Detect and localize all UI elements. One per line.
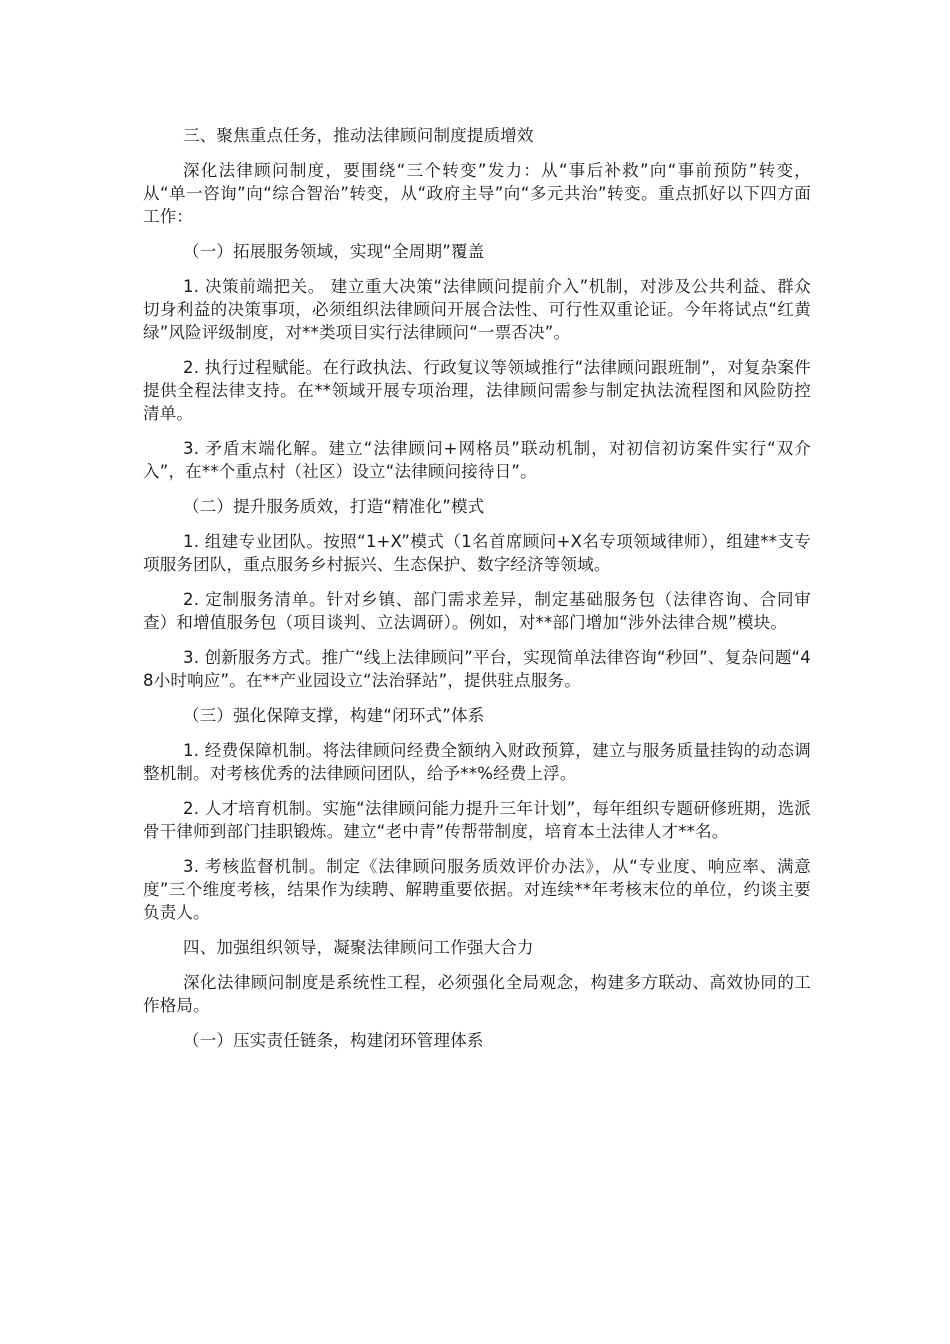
item-decision-frontend: 1. 决策前端把关。 建立重大决策“法律顾问提前介入”机制，对涉及公共利益、群众切身利益的决策事项，必须组织法律顾问开展合法性、可行性双重论证。今年将试点“红黄绿”风险评级制度，对**类项目实行法律顾问“一票否决”。 (143, 277, 811, 342)
section-heading-4: 四、加强组织领导，凝聚法律顾问工作强大合力 (183, 938, 534, 957)
subsection-heading-2: （二）提升服务质效，打造“精准化”模式 (183, 497, 485, 516)
item-professional-team: 1. 组建专业团队。按照“1+X”模式（1名首席顾问+X名专项领域律师），组建**支专项服务团队，重点服务乡村振兴、生态保护、数字经济等领域。 (143, 532, 811, 574)
subsection-heading-1: （一）拓展服务领域，实现“全周期”覆盖 (183, 242, 485, 261)
intro-paragraph: 深化法律顾问制度，要围绕“三个转变”发力：从“事后补救”向“事前预防”转变，从“单一咨询”向“综合智治”转变，从“政府主导”向“多元共治”转变。重点抓好以下四方面工作： (143, 161, 811, 226)
item-execution-empower: 2. 执行过程赋能。在行政执法、行政复议等领域推行“法律顾问跟班制”，对复杂案件提供全程法律支持。在**领域开展专项治理，法律顾问需参与制定执法流程图和风险防控清单。 (143, 358, 811, 423)
section-4-intro: 深化法律顾问制度是系统性工程，必须强化全局观念，构建多方联动、高效协同的工作格局。 (143, 973, 811, 1015)
subsection-heading-4-1: （一）压实责任链条，构建闭环管理体系 (183, 1031, 484, 1050)
item-service-list: 2. 定制服务清单。针对乡镇、部门需求差异，制定基础服务包（法律咨询、合同审查）和增值服务包（项目谈判、立法调研）。例如，对**部门增加“涉外法律合规”模块。 (143, 590, 811, 632)
section-heading-3: 三、聚焦重点任务，推动法律顾问制度提质增效 (183, 126, 534, 145)
document-body (143, 124, 811, 1052)
item-assessment: 3. 考核监督机制。制定《法律顾问服务质效评价办法》，从“专业度、响应率、满意度”三个维度考核，结果作为续聘、解聘重要依据。对连续**年考核末位的单位，约谈主要负责人。 (143, 857, 811, 922)
item-service-method: 3. 创新服务方式。推广“线上法律顾问”平台，实现简单法律咨询“秒回”、复杂问题“48小时响应”。在**产业园设立“法治驿站”，提供驻点服务。 (143, 648, 811, 690)
item-talent: 2. 人才培育机制。实施“法律顾问能力提升三年计划”，每年组织专题研修班期，选派骨干律师到部门挂职锻炼。建立“老中青”传帮带制度，培育本土法律人才**名。 (143, 799, 811, 841)
item-conflict-resolution: 3. 矛盾末端化解。建立“法律顾问+网格员”联动机制，对初信初访案件实行“双介入”，在**个重点村（社区）设立“法律顾问接待日”。 (143, 439, 811, 481)
item-funding: 1. 经费保障机制。将法律顾问经费全额纳入财政预算，建立与服务质量挂钩的动态调整机制。对考核优秀的法律顾问团队，给予**%经费上浮。 (143, 741, 811, 783)
subsection-heading-3: （三）强化保障支撑，构建“闭环式”体系 (183, 706, 485, 725)
